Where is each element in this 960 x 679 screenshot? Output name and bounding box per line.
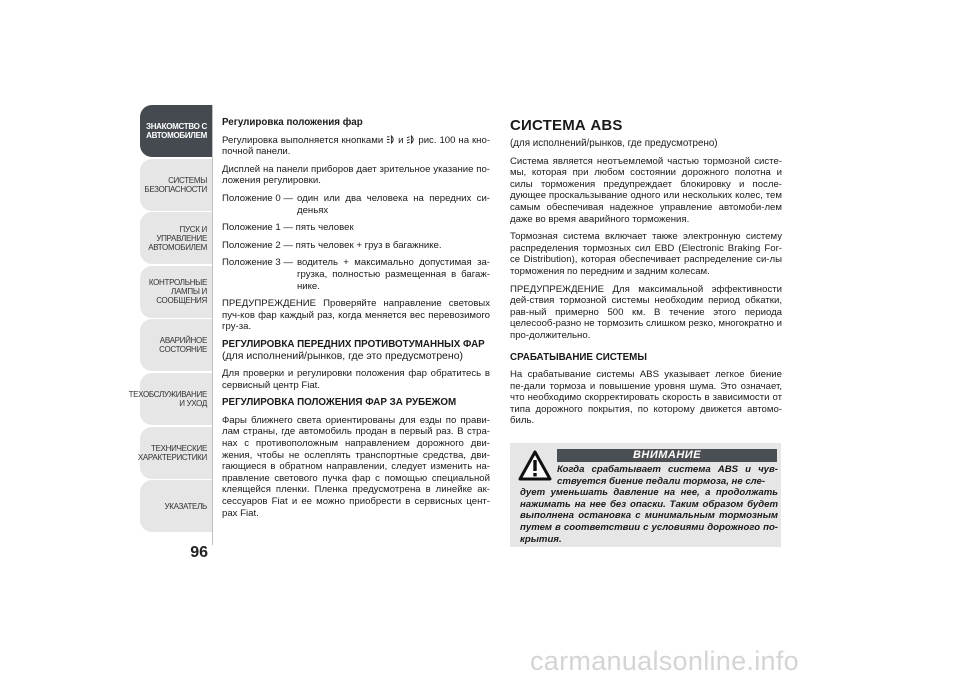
- caution-paragraph: ПРЕДУПРЕЖДЕНИЕ Проверяйте направление световых пуч-ков фар каждый раз, когда меняется вес перевозимого гру-за.: [222, 298, 490, 333]
- tab-label: АВАРИЙНОЕ СОСТОЯНИЕ: [159, 336, 207, 355]
- section-heading: Регулировка положения фар: [222, 117, 363, 128]
- paragraph: Для проверки и регулировки положения фар обратитесь в сервисный центр Fiat.: [222, 368, 490, 391]
- tab-start-driving[interactable]: [140, 212, 212, 264]
- position-item: [222, 257, 490, 292]
- tab-intro[interactable]: [140, 105, 212, 157]
- chapter-sidebar: [128, 105, 212, 534]
- watermark: carmanualsonline.info: [530, 646, 799, 676]
- tab-label: ТЕХОБСЛУЖИВАНИЕ И УХОД: [128, 389, 207, 408]
- paragraph: Фары ближнего света ориентированы для езды по прави-лам страны, где автомобиль продан в первый раз. В стра-нах с противоположным направлением дорожного дви-жения, чтобы не ослеплять транспортные средства, дви-гающиеся в обратном направлении, следует изменить на-правление светового пучка фар с помощью специальной клеящейся пленки. Пленка предусмотрена в линейке ак-сессуаров Fiat и ее можно приобрести в сервисных цент-рах Fiat.: [222, 414, 490, 519]
- paragraph: На срабатывание системы ABS указывает легкое биение пе-дали тормоза и повышение уровня шума. Это означает, что необходимо скорректировать скорость в зависимости от типа дорожного покрытия, по которому движется автомо-биль.: [510, 369, 782, 427]
- tab-label: ТЕХНИЧЕСКИЕ ХАРАКТЕРИСТИКИ: [137, 443, 207, 462]
- section-heading: РЕГУЛИРОВКА ПЕРЕДНИХ ПРОТИВОТУМАННЫХ ФАР: [222, 338, 485, 350]
- paragraph: Система является неотъемлемой частью тормозной систе-мы, которая при любом состоянии дорожного полотна и силы торможения предупреждает блокировку и после-дующее проскальзывание одного или нескольких колес, тем самым обеспечивая надежное управление автомоби-лем даже во время аварийного торможения.: [510, 155, 782, 225]
- headlight-up-icon: [406, 135, 415, 144]
- warning-heading: ВНИМАНИЕ: [557, 449, 777, 462]
- right-column: [510, 117, 782, 433]
- tab-label: СИСТЕМЫ БЕЗОПАСНОСТИ: [144, 175, 207, 194]
- position-key: Положение 3 —: [222, 257, 293, 269]
- left-column: [222, 117, 490, 525]
- section-heading: РЕГУЛИРОВКА ПОЛОЖЕНИЯ ФАР ЗА РУБЕЖОМ: [222, 397, 457, 409]
- sidebar-divider: [212, 105, 213, 545]
- position-value: водитель + максимально допустимая за-грузка, полностью размещенная в багаж-нике.: [296, 257, 490, 292]
- warning-text-rest: дует уменьшать давление на нее, а продолжать нажимать на нее без опаски. Таким образом будет выполнена остановка с минимальным тормозным путем в соответствии с условиями дорожного по-крытия.: [520, 487, 778, 545]
- tab-safety[interactable]: [140, 159, 212, 211]
- tab-specs[interactable]: [137, 427, 212, 479]
- position-value: один или два человека на передних си-деньях: [296, 192, 490, 216]
- section-subheading: (для исполнений/рынков, где предусмотрено): [510, 138, 718, 149]
- paragraph: Дисплей на панели приборов дает зрительное указание по-ложения регулировки.: [222, 163, 490, 187]
- tab-label: КОНТРОЛЬНЫЕ ЛАМПЫ И СООБЩЕНИЯ: [148, 278, 207, 306]
- page-number: 96: [190, 544, 208, 561]
- paragraph: Тормозная система включает также электронную систему распределения тормозных сил EBD (Electronic Braking For-ce Distribution), которая обеспечивает распределение си-лы торможения по передним и задним колесам.: [510, 231, 782, 277]
- caution-paragraph: ПРЕДУПРЕЖДЕНИЕ Для максимальной эффективности дей-ствия тормозной системы необходим период обкатки, рав-ный примерно 500 км. В течение этого периода целесооб-разно не тормозить слишком резко, многократно и про-должительно.: [510, 283, 782, 341]
- tab-label: УКАЗАТЕЛЬ: [164, 501, 207, 511]
- tab-emergency[interactable]: [140, 319, 212, 371]
- section-subheading: (для исполнений/рынков, где это предусмотрено): [222, 349, 464, 362]
- tab-label: ПУСК И УПРАВЛЕНИЕ АВТОМОБИЛЕМ: [148, 224, 207, 252]
- position-item: Положение 2 — пять человек + груз в багажнике.: [222, 239, 442, 251]
- position-item: [222, 193, 490, 216]
- warning-box: [510, 443, 781, 547]
- paragraph: [222, 135, 490, 158]
- tab-label: ЗНАКОМСТВО С АВТОМОБИЛЕМ: [145, 122, 207, 140]
- text: и: [398, 134, 404, 146]
- headlight-down-icon: [386, 135, 395, 144]
- warning-text-line: Когда срабатывает система ABS и чув-ствуется биение педали тормоза, не сле-: [557, 464, 778, 487]
- text: Регулировка выполняется кнопками: [222, 134, 384, 146]
- section-heading: СРАБАТЫВАНИЕ СИСТЕМЫ: [510, 351, 647, 363]
- position-item: Положение 1 — пять человек: [222, 222, 354, 234]
- text: рис. 100 на кно-почной панели.: [222, 134, 491, 158]
- warning-text: [520, 464, 778, 545]
- tab-warning-lamps[interactable]: [140, 266, 212, 318]
- tab-index[interactable]: [140, 480, 212, 532]
- page-title: СИСТЕМА ABS: [510, 117, 623, 134]
- tab-maintenance[interactable]: [128, 373, 212, 425]
- position-key: Положение 0 —: [222, 192, 293, 204]
